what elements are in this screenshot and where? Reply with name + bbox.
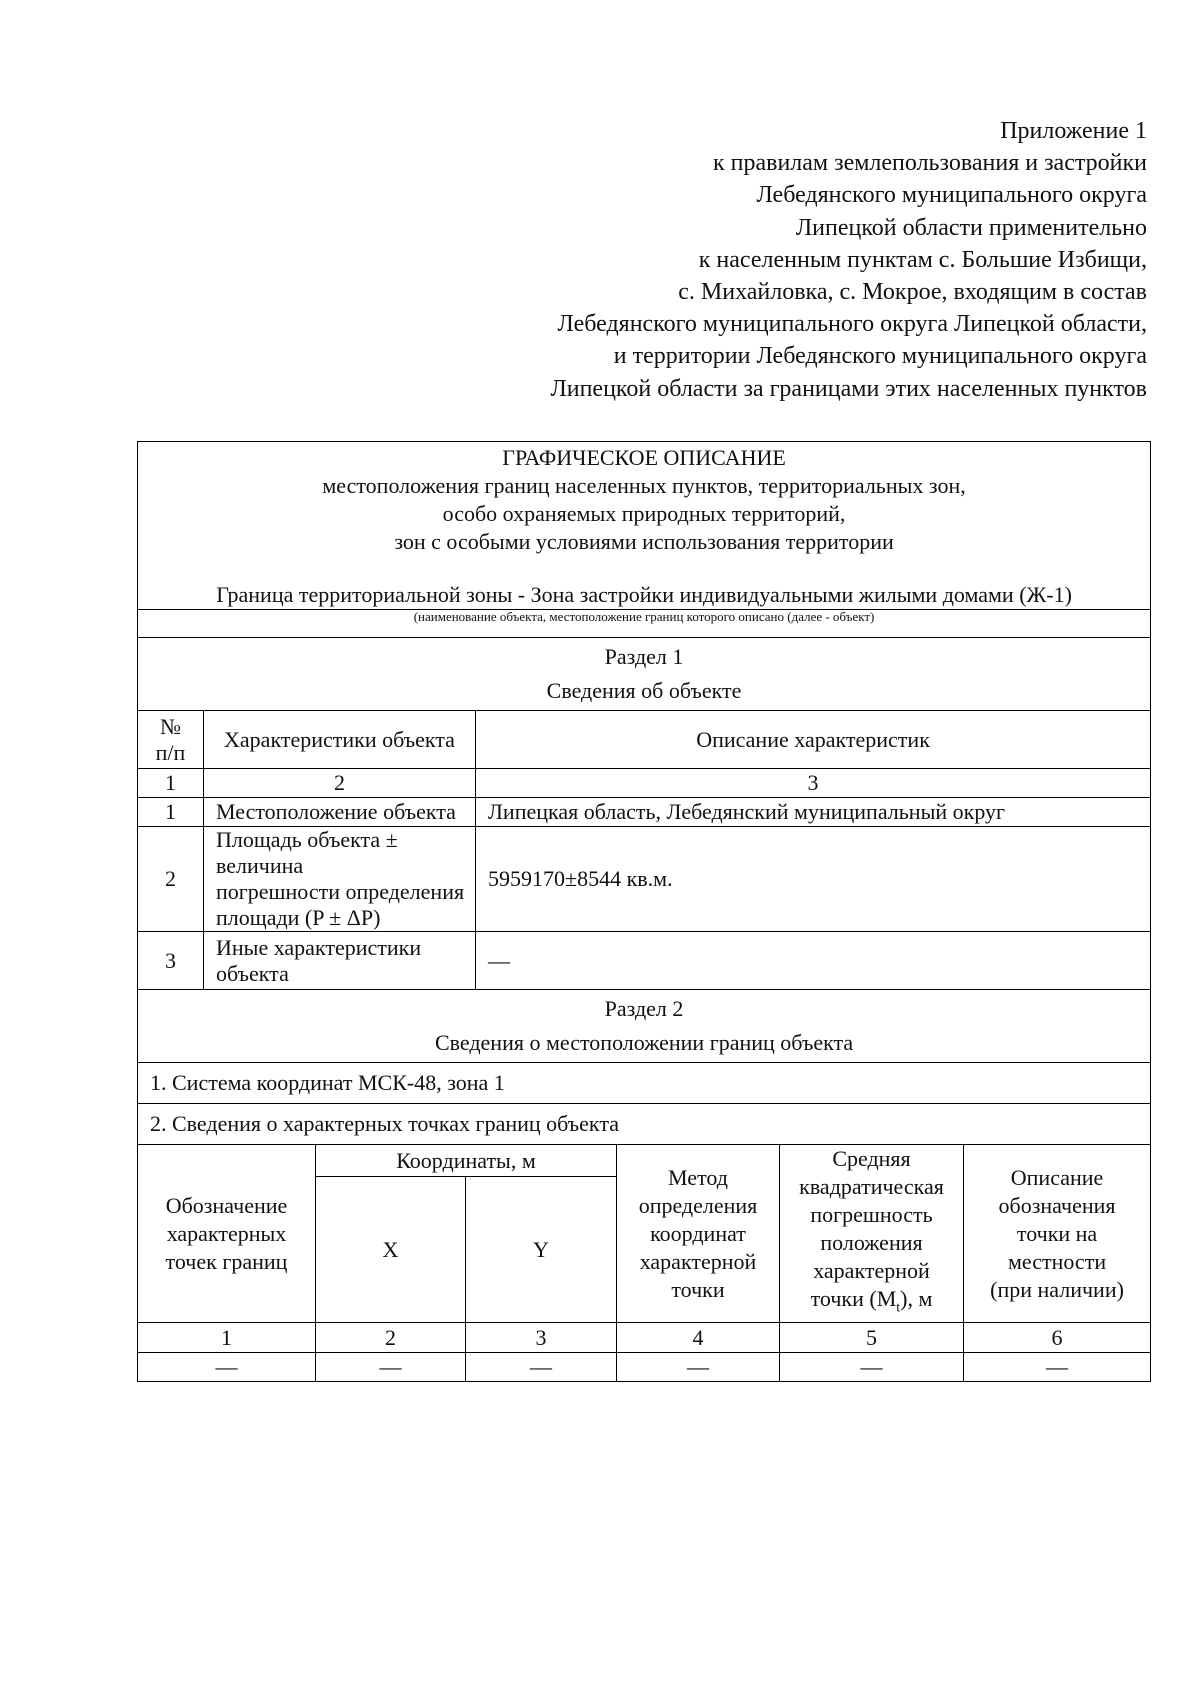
appendix-line: с. Михайловка, с. Мокрое, входящим в состав bbox=[678, 279, 1147, 306]
appendix-line: к населенным пунктам с. Большие Избищи, bbox=[698, 246, 1147, 273]
header-line: Метод bbox=[668, 1164, 728, 1190]
table-cell: — bbox=[617, 1353, 780, 1382]
table-row bbox=[138, 1353, 1151, 1382]
column-header-mean-square-error bbox=[780, 1145, 964, 1323]
table-row bbox=[138, 827, 1151, 932]
column-number: 2 bbox=[316, 1323, 466, 1353]
document-subtitle-line: зон с особыми условиями использования территории bbox=[394, 529, 894, 554]
column-header-characteristics: Характеристики объекта bbox=[204, 711, 476, 769]
column-header-number bbox=[138, 711, 204, 769]
column-header-x: X bbox=[316, 1177, 466, 1323]
column-header-point-designation bbox=[138, 1145, 316, 1323]
column-header-coordinates: Координаты, м bbox=[316, 1145, 617, 1177]
table-row bbox=[138, 798, 1151, 827]
header-line: характерной bbox=[639, 1248, 757, 1274]
description-cell: 5959170±8544 кв.м. bbox=[476, 827, 1151, 932]
header-line: характерной bbox=[813, 1258, 930, 1283]
section-2-subtitle: Сведения о местоположении границ объекта bbox=[434, 1030, 854, 1055]
header-line: точек границ bbox=[165, 1248, 288, 1274]
characteristic-line: Иные характеристики bbox=[216, 934, 422, 960]
appendix-line: Лебедянского муниципального округа Липецкой области, bbox=[557, 311, 1147, 338]
column-header-number-line: п/п bbox=[155, 739, 186, 765]
header-line: обозначения bbox=[998, 1192, 1116, 1218]
table-row bbox=[138, 932, 1151, 990]
column-header-description: Описание характеристик bbox=[476, 711, 1151, 769]
header-line: точки $(M_t)$, м bbox=[810, 1286, 933, 1316]
section-1-subtitle: Сведения об объекте bbox=[546, 678, 742, 703]
appendix-line: Лебедянского муниципального округа bbox=[756, 182, 1147, 209]
header-line: погрешность bbox=[810, 1202, 933, 1227]
column-header-y: Y bbox=[466, 1177, 617, 1323]
object-name: Граница территориальной зоны - Зона застройки индивидуальными жилыми домами (Ж-1) bbox=[216, 582, 1072, 607]
description-cell: Липецкая область, Лебедянский муниципальный округ bbox=[476, 798, 1151, 827]
header-line: характерных bbox=[166, 1220, 287, 1246]
characteristic-line: погрешности определения bbox=[216, 879, 465, 904]
header-line: определения bbox=[638, 1192, 758, 1218]
description-cell: — bbox=[476, 932, 1151, 990]
row-number: 3 bbox=[138, 932, 204, 990]
section-1-heading bbox=[138, 638, 1151, 711]
characteristic-cell bbox=[204, 827, 476, 932]
header-line: (при наличии) bbox=[990, 1276, 1124, 1302]
header-line: Описание bbox=[1010, 1164, 1104, 1190]
table-cell: — bbox=[964, 1353, 1151, 1382]
row-number: 2 bbox=[138, 827, 204, 932]
header-line: квадратическая bbox=[799, 1174, 944, 1199]
column-number: 3 bbox=[476, 769, 1151, 798]
column-header-point-description bbox=[964, 1145, 1151, 1323]
appendix-heading bbox=[400, 115, 1147, 405]
appendix-line: Липецкой области применительно bbox=[795, 214, 1147, 241]
appendix-line: и территории Лебедянского муниципального округа bbox=[613, 343, 1147, 370]
section-2-heading bbox=[138, 990, 1151, 1063]
column-number: 3 bbox=[466, 1323, 617, 1353]
column-number: 1 bbox=[138, 769, 204, 798]
document-subtitle-line: особо охраняемых природных территорий, bbox=[442, 501, 846, 526]
characteristic-line: площади (P ± ΔP) bbox=[216, 905, 381, 930]
section-2-title: Раздел 2 bbox=[604, 996, 684, 1021]
document-subtitle-line: местоположения границ населенных пунктов, территориальных зон, bbox=[322, 473, 966, 498]
table-cell: — bbox=[780, 1353, 964, 1382]
characteristic-cell bbox=[204, 932, 476, 990]
document-title: ГРАФИЧЕСКОЕ ОПИСАНИЕ bbox=[502, 445, 786, 470]
characteristic-line: Площадь объекта ± величина bbox=[216, 827, 398, 878]
characteristic-points-title: 2. Сведения о характерных точках границ объекта bbox=[138, 1104, 1151, 1145]
characteristic-cell: Местоположение объекта bbox=[204, 798, 476, 827]
coordinate-system: 1. Система координат МСК-48, зона 1 bbox=[138, 1063, 1151, 1104]
appendix-line: к правилам землепользования и застройки bbox=[712, 150, 1147, 177]
column-header-number-line: № bbox=[160, 713, 181, 739]
document-title-block bbox=[138, 442, 1151, 610]
table-cell: — bbox=[138, 1353, 316, 1382]
header-line: местности bbox=[1008, 1248, 1107, 1274]
section-1-title: Раздел 1 bbox=[604, 644, 684, 669]
graphic-description-table bbox=[137, 441, 1151, 1382]
header-line: Обозначение bbox=[165, 1192, 288, 1218]
header-line: точки bbox=[671, 1276, 725, 1302]
column-number: 4 bbox=[617, 1323, 780, 1353]
header-line: точки на bbox=[1016, 1220, 1098, 1246]
header-line: координат bbox=[650, 1220, 746, 1246]
column-number: 2 bbox=[204, 769, 476, 798]
header-line: положения bbox=[820, 1230, 923, 1255]
header-line: Средняя bbox=[832, 1146, 911, 1171]
characteristic-line: объекта bbox=[216, 960, 289, 986]
column-number: 5 bbox=[780, 1323, 964, 1353]
appendix-line: Приложение 1 bbox=[1000, 118, 1147, 144]
table-cell: — bbox=[316, 1353, 466, 1382]
row-number: 1 bbox=[138, 798, 204, 827]
column-number: 1 bbox=[138, 1323, 316, 1353]
table-cell: — bbox=[466, 1353, 617, 1382]
column-header-method bbox=[617, 1145, 780, 1323]
column-number: 6 bbox=[964, 1323, 1151, 1353]
appendix-line: Липецкой области за границами этих населенных пунктов bbox=[550, 375, 1147, 402]
object-name-caption: (наименование объекта, местоположение границ которого описано (далее - объект) bbox=[138, 610, 1151, 638]
